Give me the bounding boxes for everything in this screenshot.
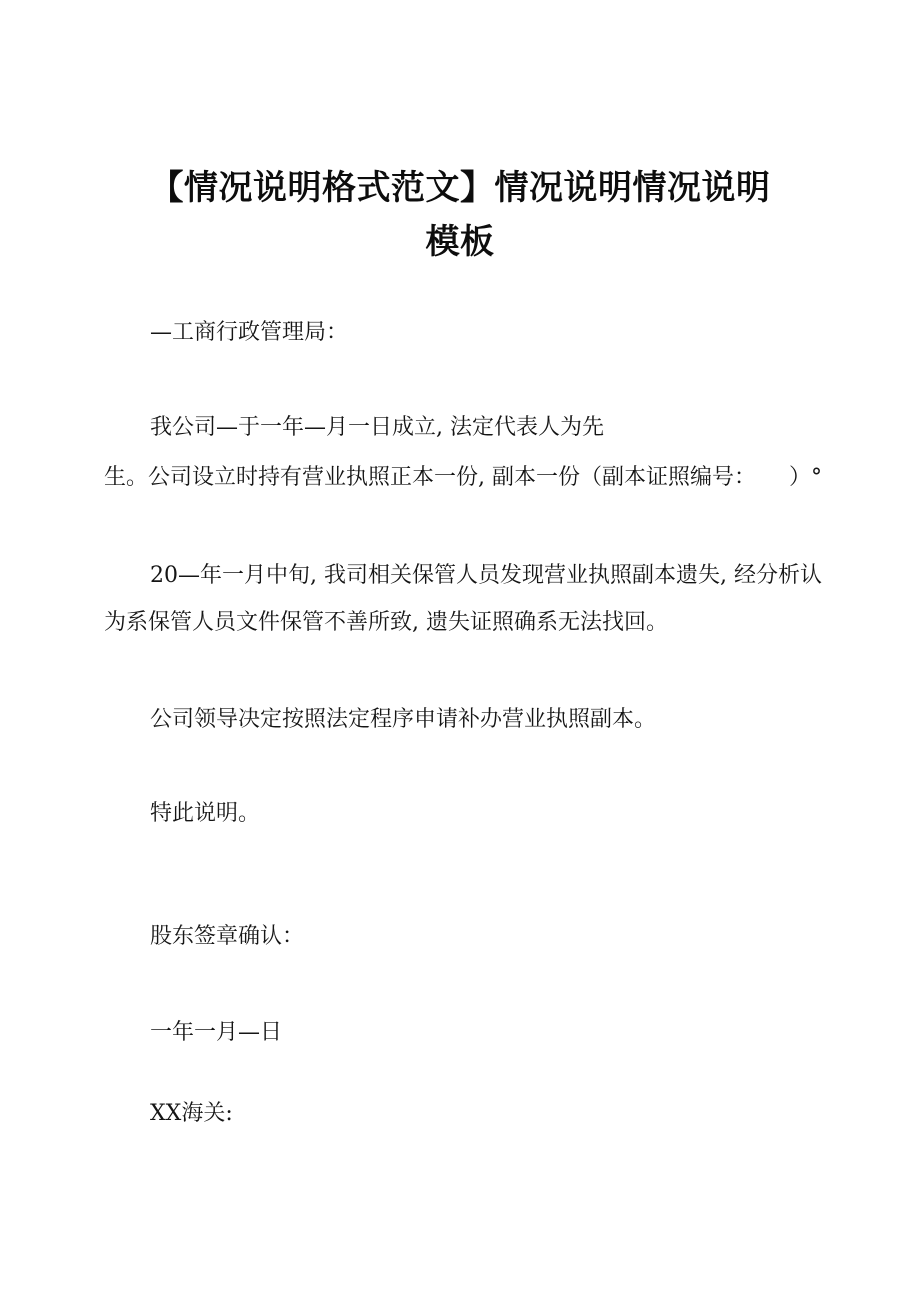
addressee: —工商行政管理局： <box>150 320 349 345</box>
paragraph-2-line-1: 20—年一月中旬, 我司相关保管人员发现营业执照副本遗失, 经分析认 <box>150 563 822 588</box>
paragraph-1-line-2: 生。公司设立时持有营业执照正本一份, 副本一份（副本证照编号： ）° <box>104 465 822 490</box>
closing-statement: 特此说明。 <box>150 801 261 826</box>
document-title-line-1: 【情况说明格式范文】情况说明情况说明 <box>149 168 771 208</box>
paragraph-2-line-2: 为系保管人员文件保管不善所致, 遗失证照确系无法找回。 <box>104 610 668 635</box>
date-line: 一年一月—日 <box>150 1020 283 1045</box>
paragraph-1-line-1: 我公司—于一年—月一日成立, 法定代表人为先 <box>150 415 604 440</box>
customs-line: XX海关: <box>150 1101 233 1126</box>
signature-line: 股东签章确认： <box>150 924 305 949</box>
paragraph-3: 公司领导决定按照法定程序申请补办营业执照副本。 <box>150 707 657 732</box>
document-title-line-2: 模板 <box>425 222 495 262</box>
